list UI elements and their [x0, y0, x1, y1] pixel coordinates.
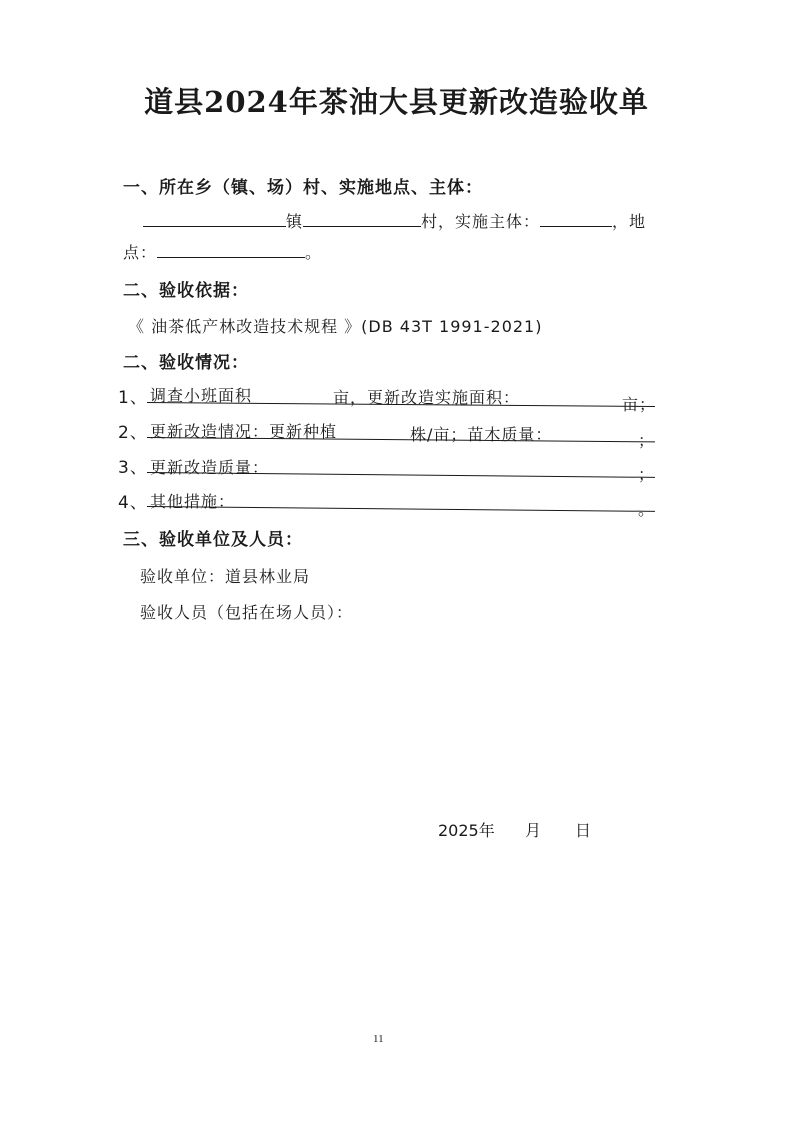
village-suffix: 村，实施主体：	[421, 212, 541, 231]
document-title: 道县2024年茶油大县更新改造验收单	[144, 85, 649, 119]
item2-end: ；	[638, 431, 656, 450]
inspection-unit: 验收单位：道县林业局	[140, 567, 311, 586]
date-day: 日	[575, 821, 593, 840]
item1-unit: 亩，更新改造实施面积：	[333, 388, 521, 407]
item3-end: ；	[638, 465, 656, 484]
date-month: 月	[525, 821, 543, 840]
section-inspectors-heading: 三、验收单位及人员：	[123, 530, 303, 550]
item3-number: 3、	[118, 458, 148, 478]
item4-label: 其他措施：	[150, 492, 236, 511]
page-number: 11	[373, 1033, 384, 1045]
item4-end: 。	[638, 500, 656, 519]
item2-unit: 株/亩；苗木质量：	[410, 425, 553, 444]
town-blank[interactable]	[143, 210, 286, 227]
location-line	[143, 209, 646, 232]
entity-blank[interactable]	[540, 210, 612, 227]
item2-number: 2、	[118, 423, 148, 443]
place-blank[interactable]	[157, 241, 305, 258]
item2-label: 更新改造情况：更新种植	[150, 422, 338, 441]
section-basis-heading: 二、验收依据：	[123, 281, 249, 301]
basis-text: 《 油茶低产林改造技术规程 》(DB 43T 1991-2021)	[128, 317, 543, 336]
village-blank[interactable]	[303, 210, 421, 227]
section-status-heading: 二、验收情况：	[123, 353, 249, 373]
place-end: 。	[305, 243, 323, 262]
town-suffix: 镇	[286, 212, 304, 231]
place-label: 点：	[123, 243, 158, 262]
item1-end: 亩；	[622, 395, 657, 414]
item1-label: 调查小班面积	[150, 386, 253, 405]
item3-label: 更新改造质量：	[150, 458, 270, 477]
section-location-heading: 一、所在乡（镇、场）村、实施地点、主体：	[123, 178, 483, 198]
place-line	[123, 240, 322, 263]
inspection-staff: 验收人员（包括在场人员）：	[140, 603, 354, 622]
item1-number: 1、	[118, 388, 148, 408]
date-year: 2025年	[438, 821, 495, 840]
item4-number: 4、	[118, 493, 148, 513]
comma-place: ，地	[612, 212, 647, 231]
